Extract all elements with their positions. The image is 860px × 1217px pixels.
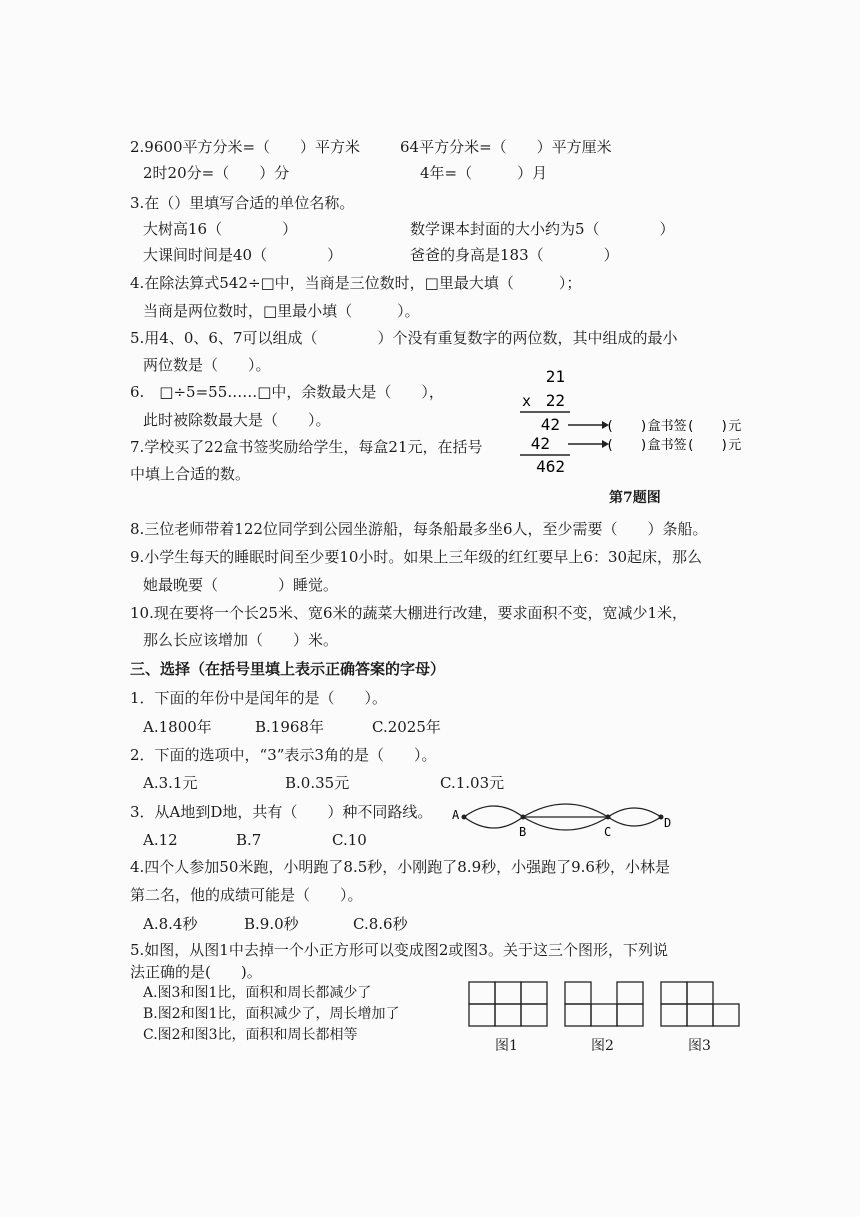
label-c: C <box>604 825 612 839</box>
q3-item-b: 数学课本封面的大小约为5（ ） <box>410 220 675 238</box>
c2-option-a: A.3.1元 <box>143 774 198 792</box>
q7-line-a: 7.学校买了22盒书签奖励给学生，每盒21元，在括号 <box>130 438 483 456</box>
q3-heading: 3.在（）里填写合适的单位名称。 <box>130 194 355 212</box>
q2-line-a: 2.9600平方分米=（ ）平方米 <box>130 138 361 156</box>
c4-option-c: C.8.6秒 <box>353 915 408 933</box>
q5-line-a: 5.用4、0、6、7可以组成（ ）个没有重复数字的两位数，其中组成的最小 <box>130 329 678 347</box>
q10-line-b: 那么长应该增加（ ）米。 <box>143 631 339 649</box>
q3-item-a: 大树高16（ ） <box>143 220 298 238</box>
q7-figure-caption: 第7题图 <box>609 490 661 506</box>
grid-figure-2 <box>563 980 663 1030</box>
c3-option-c: C.10 <box>332 831 367 849</box>
q6-line-a: 6. □÷5=55……□中，余数最大是（ ）， <box>130 383 444 401</box>
grid-caption-1: 图1 <box>495 1038 518 1054</box>
grid-caption-2: 图2 <box>591 1038 614 1054</box>
c4-line-a: 4.四个人参加50米跑，小明跑了8.5秒，小刚跑了8.9秒，小强跑了9.6秒，小林是 <box>130 858 670 876</box>
q7-multiplication-figure <box>510 360 750 480</box>
route-ab-upper <box>464 806 523 817</box>
q7-label-2: ( )盒书签( )元 <box>606 438 742 453</box>
q3-item-c: 大课间时间是40（ ） <box>143 246 343 264</box>
label-d: D <box>664 816 672 830</box>
c4-line-b: 第二名，他的成绩可能是（ ）。 <box>130 886 363 904</box>
c2-option-c: C.1.03元 <box>440 774 505 792</box>
grid-caption-3: 图3 <box>688 1038 711 1054</box>
c4-option-b: B.9.0秒 <box>244 915 299 933</box>
point-d <box>659 815 664 820</box>
q7-partial-product-2: 42 <box>530 434 550 453</box>
c5-line-b: 法正确的是( )。 <box>130 963 262 981</box>
grid-figure-3 <box>659 980 759 1030</box>
q7-multiplicand: 21 <box>545 367 565 386</box>
c2-option-b: B.0.35元 <box>285 774 350 792</box>
q2-line-b: 64平方分米=（ ）平方厘米 <box>400 138 612 156</box>
q10-line-a: 10.现在要将一个长25米、宽6米的蔬菜大棚进行改建，要求面积不变，宽减少1米， <box>130 604 688 622</box>
section-title-choice: 三、选择（在括号里填上表示正确答案的字母） <box>130 660 446 678</box>
c1-question: 1．下面的年份中是闰年的是（ ）。 <box>130 689 388 707</box>
q8-line: 8.三位老师带着122位同学到公园坐游船，每条船最多坐6人，至少需要（ ）条船。 <box>130 520 708 538</box>
q4-line-b: 当商是两位数时，□里最小填（ ）。 <box>143 302 420 320</box>
c5-option-b: B.图2和图1比，面积减少了，周长增加了 <box>143 1006 400 1022</box>
point-a <box>462 815 467 820</box>
q9-line-a: 9.小学生每天的睡眠时间至少要10小时。如果上三年级的红红要早上6：30起床，那么 <box>130 548 703 566</box>
route-diagram <box>446 797 686 839</box>
q2-line-c: 2时20分=（ ）分 <box>143 164 290 182</box>
q6-line-b: 此时被除数最大是（ ）。 <box>143 411 331 429</box>
c3-question: 3．从A地到D地，共有（ ）种不同路线。 <box>130 803 433 821</box>
route-ab-lower <box>464 817 523 828</box>
route-bc-lower <box>523 817 608 830</box>
c1-option-b: B.1968年 <box>255 718 324 736</box>
route-cd-upper <box>608 808 661 817</box>
grid-figure-1 <box>467 980 567 1030</box>
c3-option-a: A.12 <box>143 831 178 849</box>
c1-option-a: A.1800年 <box>143 718 212 736</box>
point-b <box>521 815 526 820</box>
route-bc-upper <box>523 804 608 817</box>
q7-partial-product-1: 42 <box>540 415 560 434</box>
q7-product: 462 <box>536 457 565 476</box>
q7-multiplier: 22 <box>545 391 565 410</box>
c5-option-a: A.图3和图1比，面积和周长都减少了 <box>143 985 372 1001</box>
q5-line-b: 两位数是（ ）。 <box>143 356 271 374</box>
label-b: B <box>519 825 527 839</box>
q2-line-d: 4年=（ ）月 <box>420 164 548 182</box>
q7-line-b: 中填上合适的数。 <box>130 465 251 483</box>
q4-line-a: 4.在除法算式542÷□中，当商是三位数时，□里最大填（ ）； <box>130 274 582 292</box>
c4-option-a: A.8.4秒 <box>143 915 198 933</box>
label-a: A <box>452 808 460 822</box>
q9-line-b: 她最晚要（ ）睡觉。 <box>143 576 339 594</box>
c5-option-c: C.图2和图3比，面积和周长都相等 <box>143 1027 358 1043</box>
q3-item-d: 爸爸的身高是183（ ） <box>410 246 619 264</box>
q7-label-1: ( )盒书签( )元 <box>606 419 742 434</box>
point-c <box>606 815 611 820</box>
c1-option-c: C.2025年 <box>372 718 441 736</box>
q7-times-sign: x <box>522 392 532 410</box>
c5-line-a: 5.如图，从图1中去掉一个小正方形可以变成图2或图3。关于这三个图形，下列说 <box>130 941 668 959</box>
c3-option-b: B.7 <box>236 831 262 849</box>
c2-question: 2．下面的选项中，“3”表示3角的是（ ）。 <box>130 746 437 764</box>
route-cd-lower <box>608 817 661 826</box>
